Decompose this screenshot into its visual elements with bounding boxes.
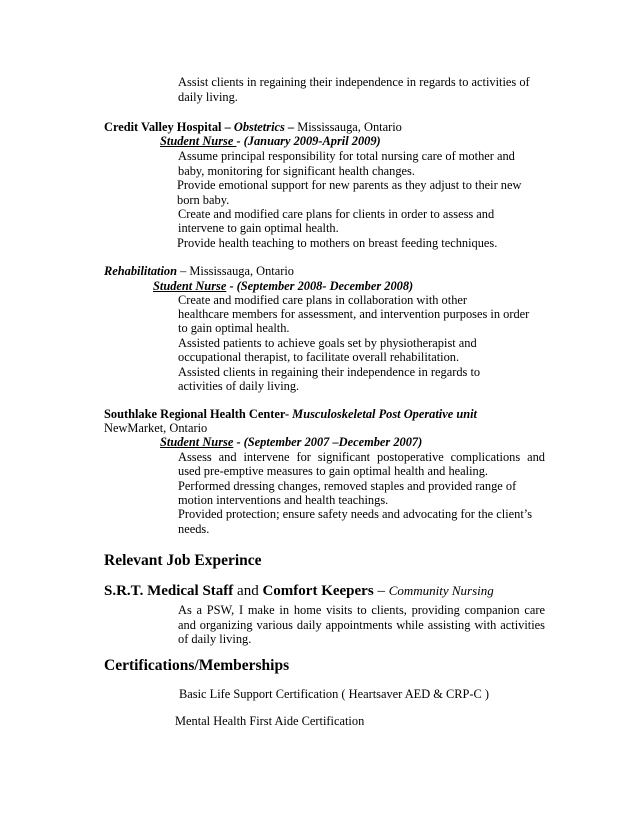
body-line: Provide emotional support for new parents as they adjust to their new: [177, 178, 522, 192]
role-line: [160, 435, 422, 450]
role-line: [160, 134, 381, 149]
employer-heading: [104, 264, 294, 279]
certification-item: Basic Life Support Certification ( Heartsaver AED & CRP-C ): [179, 687, 490, 701]
body-line: Assist clients in regaining their independence in regards to activities of: [178, 75, 530, 89]
role-line: [153, 279, 413, 294]
body-line: activities of daily living.: [178, 379, 300, 393]
location: Mississauga, Ontario: [297, 120, 402, 134]
employer-heading: [104, 407, 477, 422]
body-line: intervene to gain optimal health.: [178, 221, 339, 235]
body-line: Assisted clients in regaining their independence in regards to: [178, 365, 481, 379]
job-heading: [104, 582, 494, 600]
body-line: Create and modified care plans in collaboration with other: [178, 293, 468, 307]
employer-heading: [104, 120, 402, 135]
body-line: Provide health teaching to mothers on breast feeding techniques.: [177, 236, 498, 250]
location: NewMarket, Ontario: [104, 421, 208, 435]
department: Musculoskeletal Post Operative unit: [292, 407, 478, 421]
separator: –: [221, 120, 234, 134]
employer-name: Southlake Regional Health Center: [104, 407, 285, 421]
conjunction: and: [233, 583, 263, 599]
role-dates: - (January 2009-April 2009): [236, 134, 381, 148]
company-name: S.R.T. Medical Staff: [104, 583, 234, 599]
body-line: and organizing various daily appointments while assisting with activities: [178, 618, 545, 632]
department: Obstetrics: [233, 120, 285, 134]
role-title: Student Nurse: [160, 134, 237, 148]
body-line: Assisted patients to achieve goals set by physiotherapist and: [178, 336, 477, 350]
role-title: Student Nurse: [160, 435, 234, 449]
body-line: born baby.: [177, 193, 230, 207]
body-line: Assess and intervene for significant postoperative complications and: [178, 450, 545, 464]
body-line: Assume principal responsibility for total nursing care of mother and: [178, 149, 515, 163]
separator: -: [284, 407, 293, 421]
employer-name: Credit Valley Hospital: [104, 120, 222, 134]
section-heading: Relevant Job Experince: [104, 552, 262, 569]
location: Mississauga, Ontario: [189, 264, 294, 278]
role-title: Student Nurse: [153, 279, 227, 293]
separator: –: [284, 120, 298, 134]
body-line: Create and modified care plans for clients in order to assess and: [178, 207, 495, 221]
body-line: As a PSW, I make in home visits to clients, providing companion care: [178, 603, 545, 617]
body-line: healthcare members for assessment, and intervention purposes in order: [178, 307, 530, 321]
body-line: daily living.: [178, 90, 238, 104]
body-line: Provided protection; ensure safety needs and advocating for the client’s: [178, 507, 533, 521]
role-dates: - (September 2007 –December 2007): [233, 435, 423, 449]
body-line: to gain optimal health.: [178, 321, 290, 335]
section-heading: Certifications/Memberships: [104, 657, 290, 674]
separator: –: [176, 264, 190, 278]
job-type: Community Nursing: [388, 583, 494, 598]
role-dates: - (September 2008- December 2008): [226, 279, 414, 293]
body-line: of daily living.: [178, 632, 252, 646]
body-line: needs.: [178, 522, 210, 536]
company-name: Comfort Keepers: [262, 583, 374, 599]
body-line: used pre-emptive measures to gain optimal health and healing.: [178, 464, 489, 478]
certification-item: Mental Health First Aide Certification: [175, 714, 365, 728]
body-line: motion interventions and health teachings.: [178, 493, 389, 507]
department: Rehabilitation: [104, 264, 177, 278]
body-line: occupational therapist, to facilitate overall rehabilitation.: [178, 350, 460, 364]
body-line: baby, monitoring for significant health changes.: [178, 164, 415, 178]
separator: –: [373, 583, 389, 599]
body-line: Performed dressing changes, removed staples and provided range of: [178, 479, 517, 493]
